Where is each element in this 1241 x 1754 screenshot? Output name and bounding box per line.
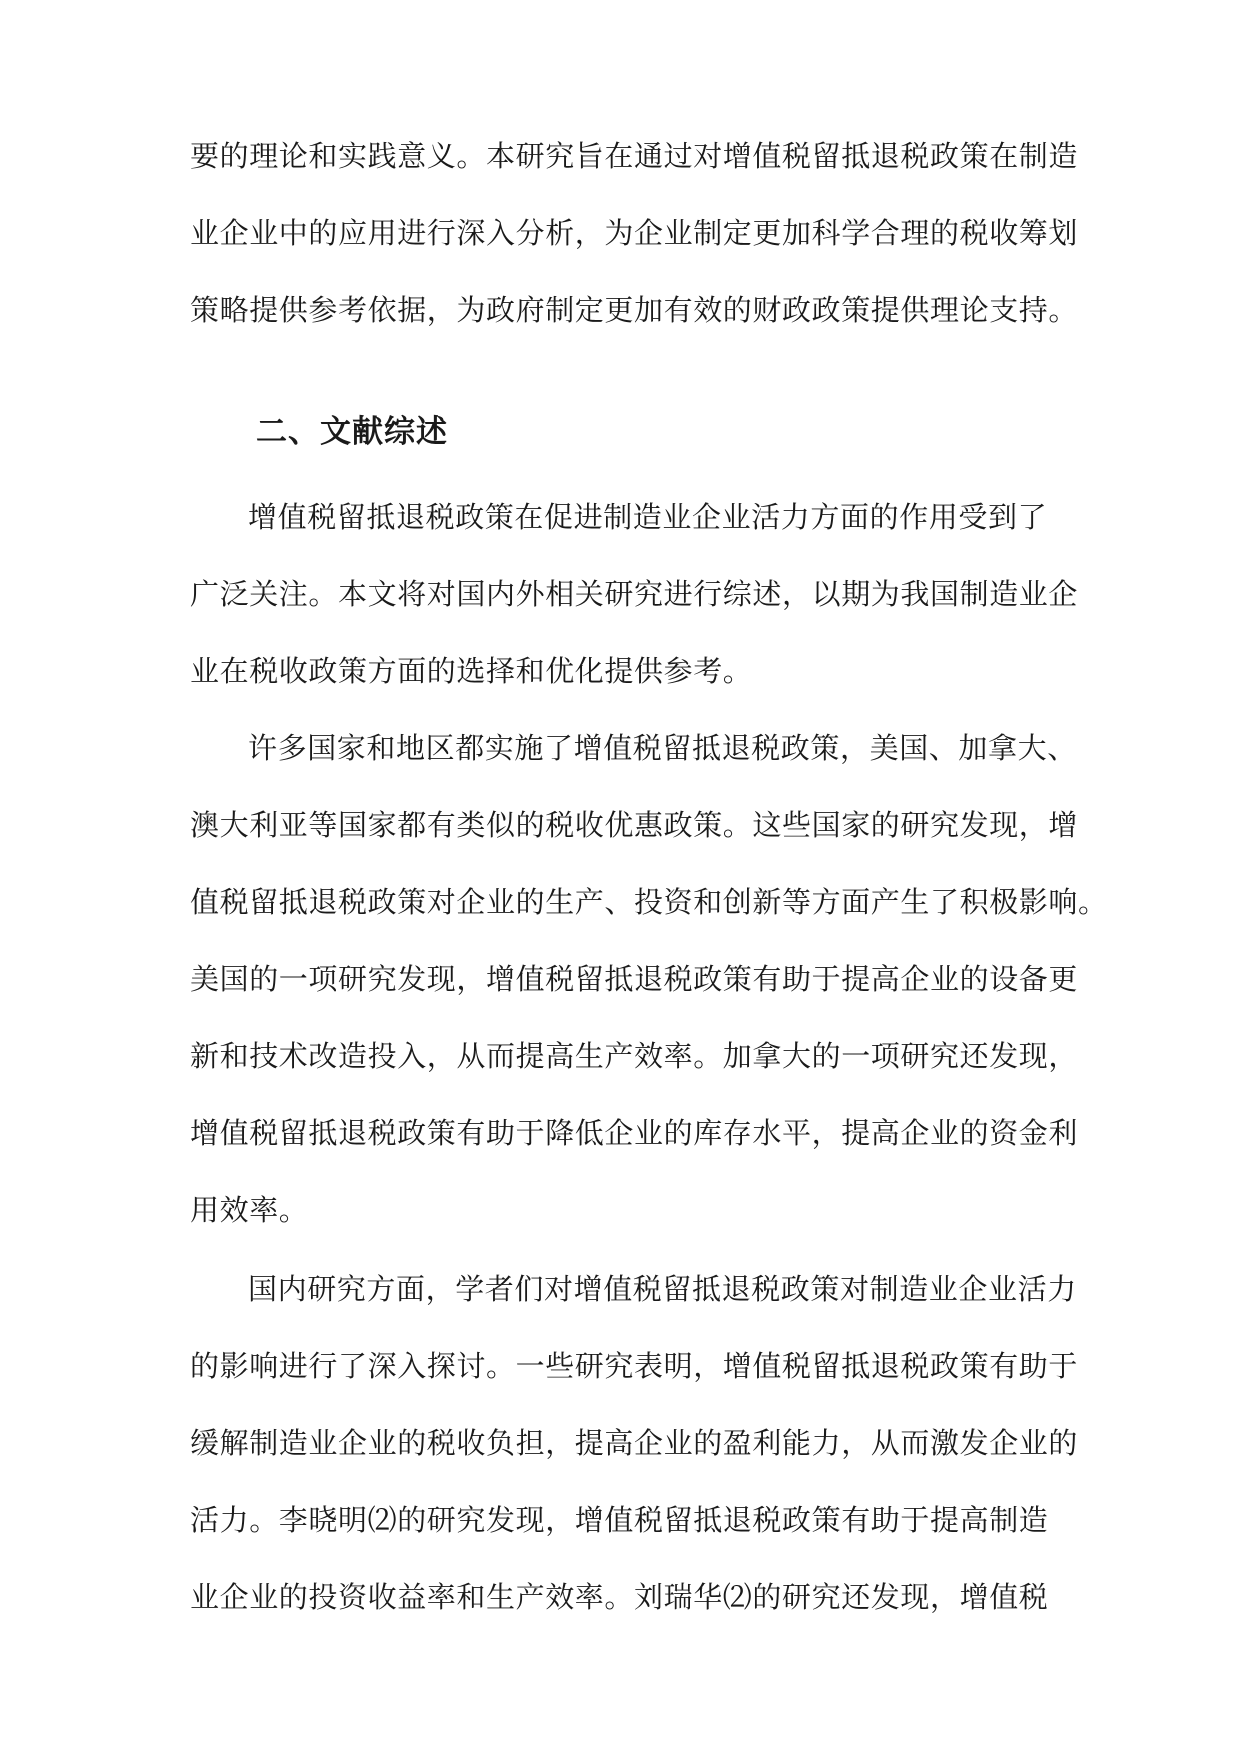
body-text-line: 许多国家和地区都实施了增值税留抵退税政策，美国、加拿大、	[248, 731, 1077, 765]
body-text-line: 美国的一项研究发现，增值税留抵退税政策有助于提高企业的设备更	[190, 962, 1079, 996]
body-text-line: 业在税收政策方面的选择和优化提供参考。	[190, 654, 753, 688]
body-text-line: 值税留抵退税政策对企业的生产、投资和创新等方面产生了积极影响。	[190, 885, 1108, 919]
body-text-line: 策略提供参考依据，为政府制定更加有效的财政政策提供理论支持。	[190, 293, 1079, 327]
body-text-line: 增值税留抵退税政策有助于降低企业的库存水平，提高企业的资金利	[190, 1116, 1079, 1150]
body-text-line: 活力。李晓明⑵的研究发现，增值税留抵退税政策有助于提高制造	[190, 1503, 1049, 1537]
body-text-line: 要的理论和实践意义。本研究旨在通过对增值税留抵退税政策在制造	[190, 139, 1079, 173]
body-text-line: 业企业中的应用进行深入分析，为企业制定更加科学合理的税收筹划	[190, 216, 1079, 250]
body-text-line: 用效率。	[190, 1193, 309, 1227]
body-text-line: 广泛关注。本文将对国内外相关研究进行综述，以期为我国制造业企	[190, 577, 1079, 611]
body-text-line: 的影响进行了深入探讨。一些研究表明，增值税留抵退税政策有助于	[190, 1349, 1079, 1383]
body-text-line: 缓解制造业企业的税收负担，提高企业的盈利能力，从而激发企业的	[190, 1426, 1079, 1460]
body-text-line: 澳大利亚等国家都有类似的税收优惠政策。这些国家的研究发现，增	[190, 808, 1079, 842]
body-text-line: 国内研究方面，学者们对增值税留抵退税政策对制造业企业活力	[248, 1272, 1077, 1306]
body-text-line: 业企业的投资收益率和生产效率。刘瑞华⑵的研究还发现，增值税	[190, 1580, 1049, 1614]
body-text-line: 新和技术改造投入，从而提高生产效率。加拿大的一项研究还发现，	[190, 1039, 1079, 1073]
section-heading: 二、文献综述	[256, 414, 448, 450]
body-text-line: 增值税留抵退税政策在促进制造业企业活力方面的作用受到了	[248, 500, 1048, 534]
